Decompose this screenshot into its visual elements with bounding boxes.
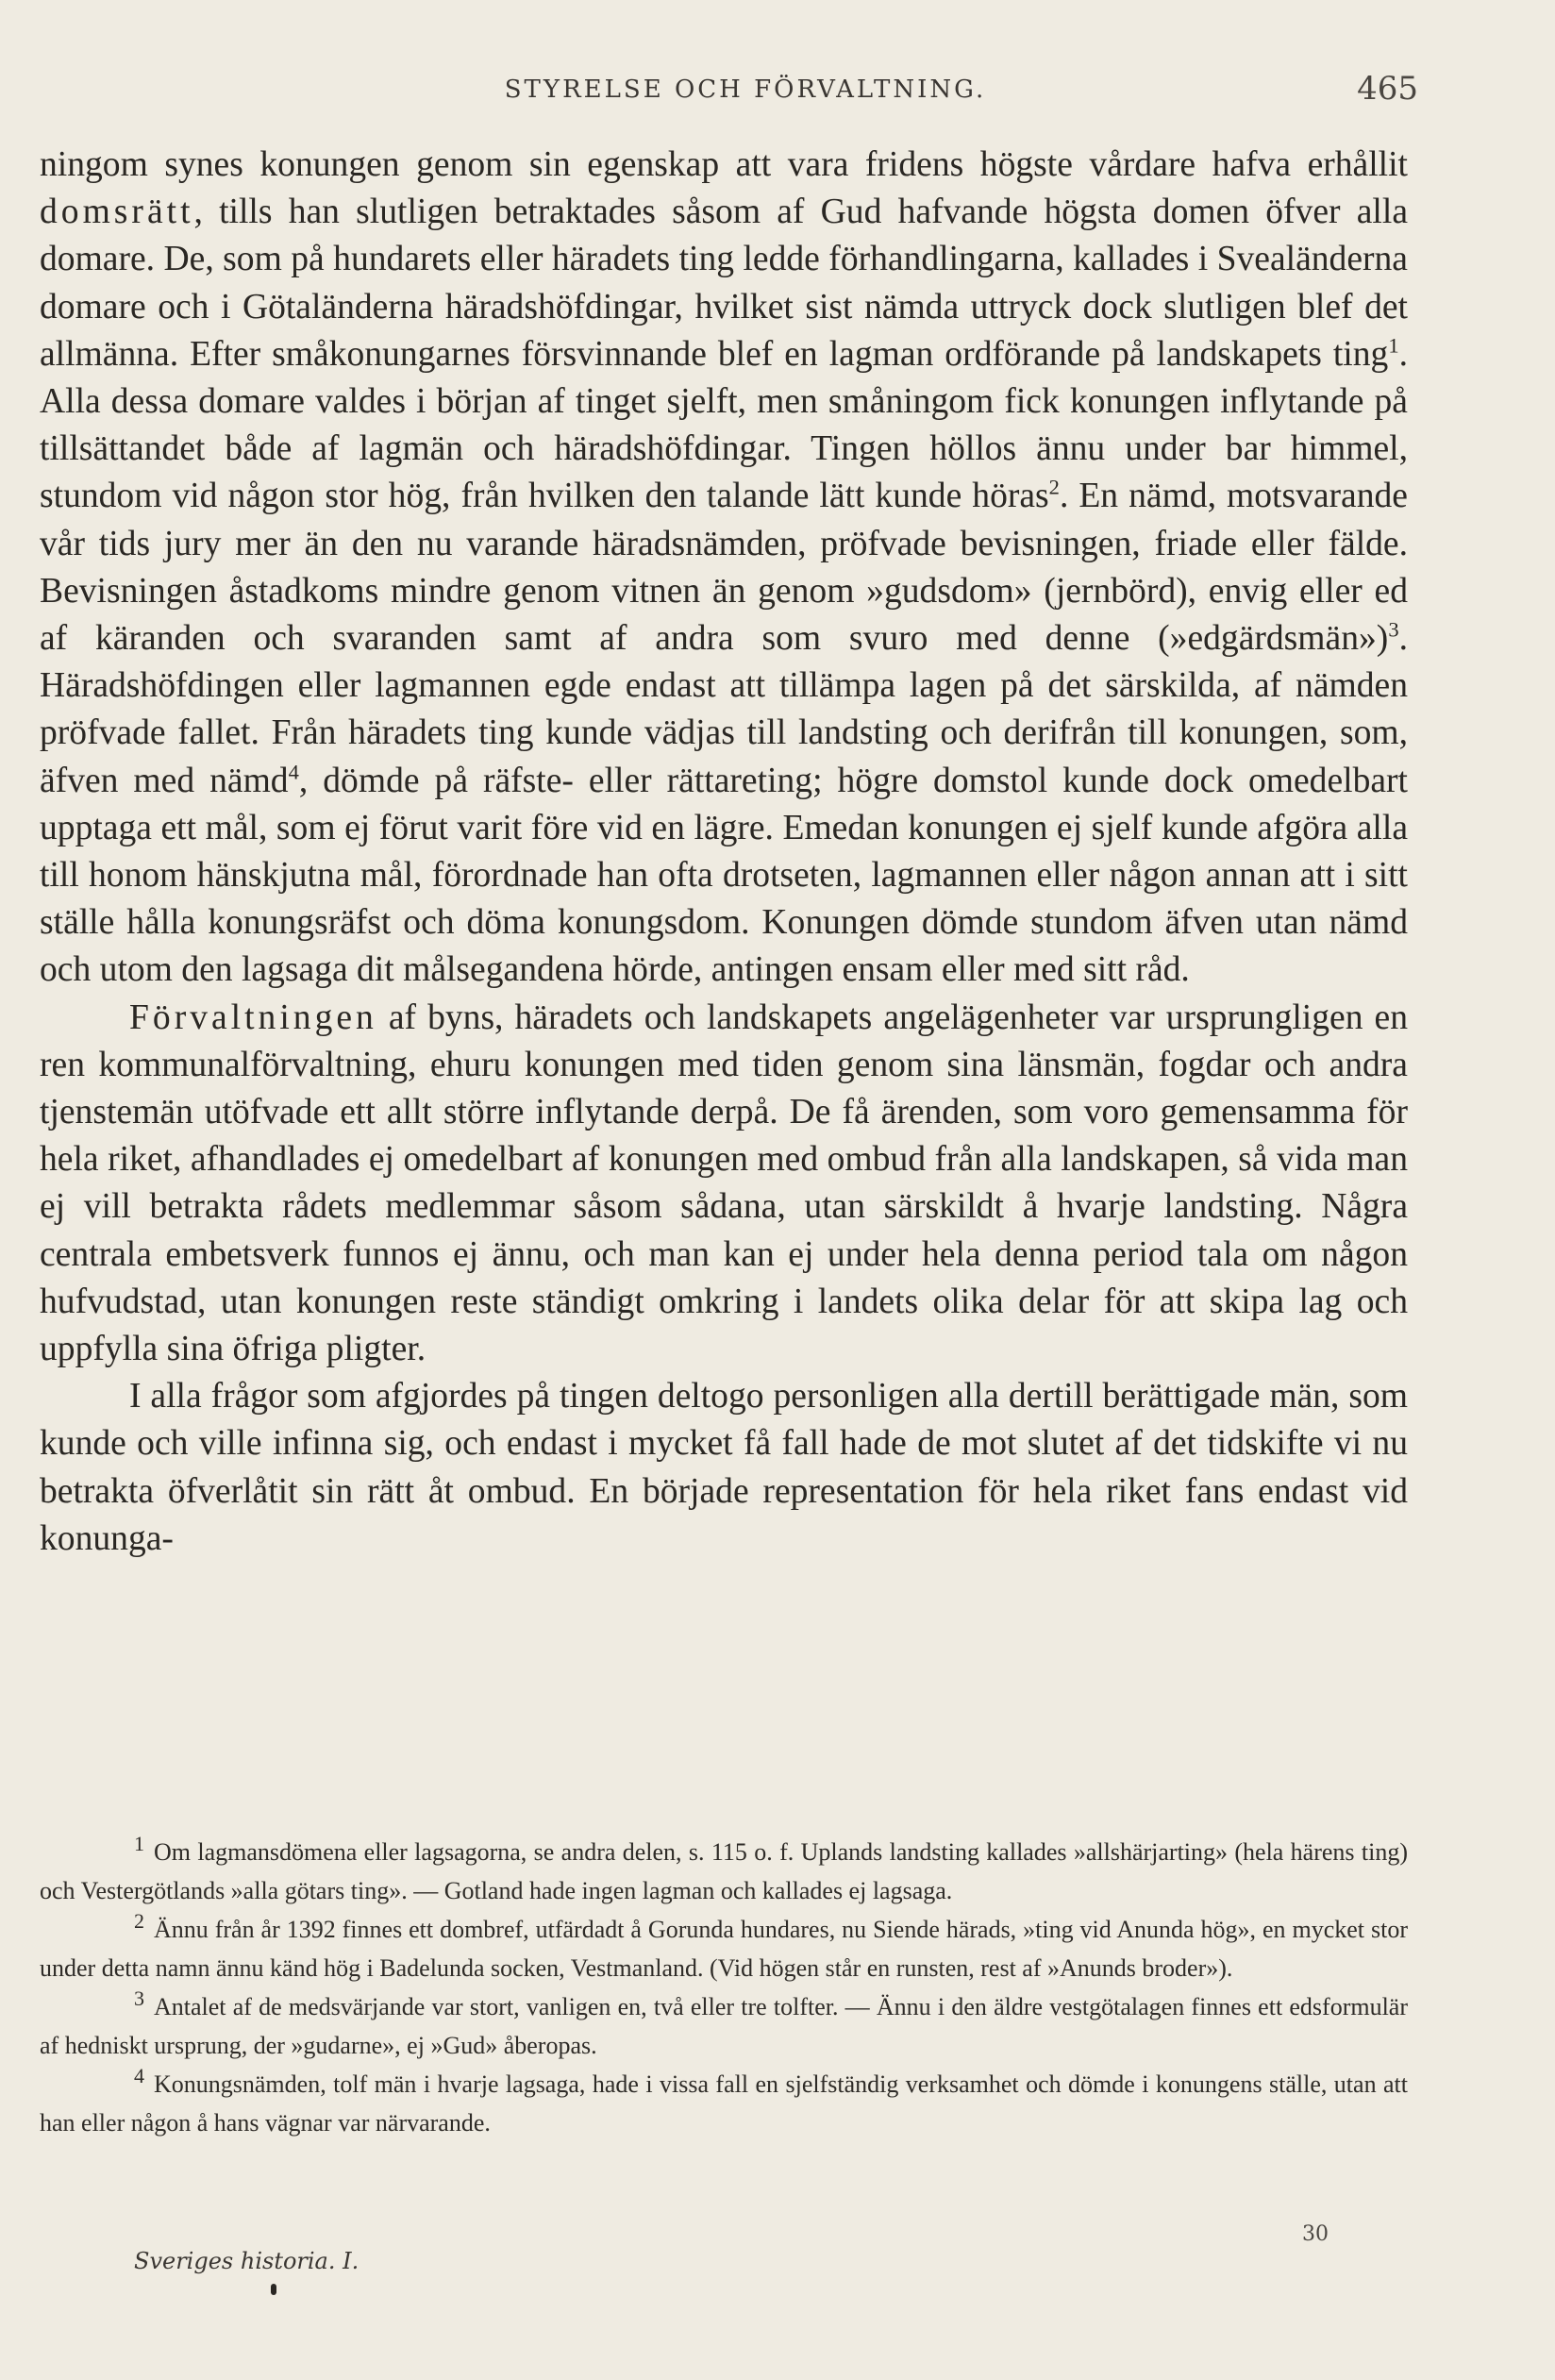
footnote-ref-4: 4 — [288, 760, 299, 784]
ink-dot — [271, 2284, 276, 2295]
paragraph-1 — [40, 142, 1408, 995]
text-run: . En nämd, motsvarande vår tids jury mer än den nu varande häradsnämden, pröfvade bevisningen, friade eller fälde. Bevisningen åstadkoms mindre genom vitnen än genom »gudsdom» (jernbörd), envig eller ed af käranden och svaranden samt af andra som svuro med denne (»edgärdsmän») — [40, 477, 1408, 659]
text-run: . Alla dessa domare valdes i början af tinget sjelft, men småningom fick konungen inflytande på tillsättandet både af lagmän och häradshöfdingar. Tingen höllos ännu under bar himmel, stundom vid någon stor hög, från hvilken den talande lätt kunde höras — [40, 334, 1408, 516]
footnotes — [40, 1833, 1408, 2142]
signature-line: Sveriges historia. I. — [134, 2248, 359, 2274]
footnote-mark: 2 — [134, 1909, 144, 1934]
footnote-1 — [40, 1833, 1408, 1910]
text-run: ningom synes konungen genom sin egenskap att vara fridens högste vårdare hafva erhållit — [40, 145, 1408, 184]
body-text — [40, 142, 1408, 1563]
footnote-text: Konungsnämden, tolf män i hvarje lagsaga, hade i vissa fall en sjelfständig verksamhet och dömde i konungens ställe, utan att han eller någon å hans vägnar var närvarande. — [40, 2070, 1408, 2137]
text-run: af byns, häradets och landskapets angelägenheter var ursprungligen en ren kommunalförvaltning, ehuru konungen med tiden genom sina länsmän, fogdar och andra tjenstemän utöfvade ett allt större inflytande derpå. De få ärenden, som voro gemensamma för hela riket, afhandlades ej omedelbart af konungen med ombud från alla landskapen, så vida man ej vill betrakta rådets medlemmar såsom sådana, utan särskildt å hvarje landsting. Några centrala embetsverk funnos ej ännu, och man kan ej under hela denna period tala om någon hufvudstad, utan konungen reste ständigt omkring i landets olika delar för att skipa lag och uppfylla sina öfriga pligter. — [40, 997, 1408, 1369]
footnote-text: Ännu från år 1392 finnes ett dombref, utfärdadt å Gorunda hundares, nu Siende härads, »ting vid Anunda hög», en mycket stor under detta namn ännu känd hög i Badelunda socken, Vestmanland. (Vid högen står en runsten, rest af »Anunds broder»). — [40, 1916, 1408, 1982]
footnote-4 — [40, 2065, 1408, 2142]
text-run: , dömde på räfste- eller rättareting; högre domstol kunde dock omedelbart upptaga ett mål, som ej förut varit före vid en lägre. Emedan konungen ej sjelf kunde afgöra alla till honom hänskjutna mål, förordnade han ofta drotseten, lagmannen eller någon annan att i sitt ställe hålla konungsräfst och döma konungsdom. Konungen dömde stundom äfven utan nämd och utom den lagsaga dit målsegandena hörde, antingen ensam eller med sitt råd. — [40, 761, 1408, 990]
footnote-ref-3: 3 — [1388, 617, 1399, 642]
running-head: STYRELSE OCH FÖRVALTNING. — [504, 75, 987, 104]
footnote-3 — [40, 1987, 1408, 2065]
footnote-2 — [40, 1910, 1408, 1987]
footnote-text: Om lagmansdömena eller lagsagorna, se andra delen, s. 115 o. f. Uplands landsting kallades »allshärjarting» (hela härens ting) och Vestergötlands »alla götars ting». — Gotland hade ingen lagman och kallades ej lagsaga. — [40, 1838, 1408, 1904]
emphasis-domsratt: domsrätt — [40, 193, 194, 232]
footnote-mark: 4 — [134, 2064, 144, 2088]
sheet-number: 30 — [1302, 2222, 1329, 2246]
footnote-ref-2: 2 — [1048, 475, 1060, 499]
emphasis-forvaltningen: Förvaltningen — [129, 997, 377, 1037]
paragraph-2 — [40, 995, 1408, 1374]
text-run: , tills han slutligen betraktades såsom af Gud hafvande högsta domen öfver alla domare. De, som på hundarets eller häradets ting ledde förhandlingarna, kallades i Svealänderna domare och i Götaländerna häradshöfdingar, hvilket sist nämda uttryck dock slutligen blef det allmänna. Efter småkonungarnes försvinnande blef en lagman ordförande på landskapets ting — [40, 193, 1408, 374]
footnote-mark: 1 — [134, 1832, 144, 1856]
text-run: . Häradshöfdingen eller lagmannen egde endast att tillämpa lagen på det särskilda, af nämden pröfvade fallet. Från häradets ting kunde vädjas till landsting och derifrån till konungen, som, äfven med nämd — [40, 619, 1408, 800]
paragraph-3 — [40, 1373, 1408, 1563]
footnote-mark: 3 — [134, 1986, 144, 2011]
text-run: I alla frågor som afgjordes på tingen deltogo personligen alla dertill berättigade män, som kunde och ville infinna sig, och endast i mycket få fall hade de mot slutet af det tidskifte vi nu betrakta öfverlåtit sin rätt åt ombud. En började representation för hela riket fans endast vid konunga- — [40, 1377, 1408, 1558]
footnote-text: Antalet af de medsvärjande var stort, vanligen en, två eller tre tolfter. — Ännu i den äldre vestgötalagen finnes ett edsformulär af hedniskt ursprung, der »gudarne», ej »Gud» åberopas. — [40, 1993, 1408, 2059]
page-number: 465 — [1357, 70, 1418, 108]
footnote-ref-1: 1 — [1388, 333, 1399, 358]
